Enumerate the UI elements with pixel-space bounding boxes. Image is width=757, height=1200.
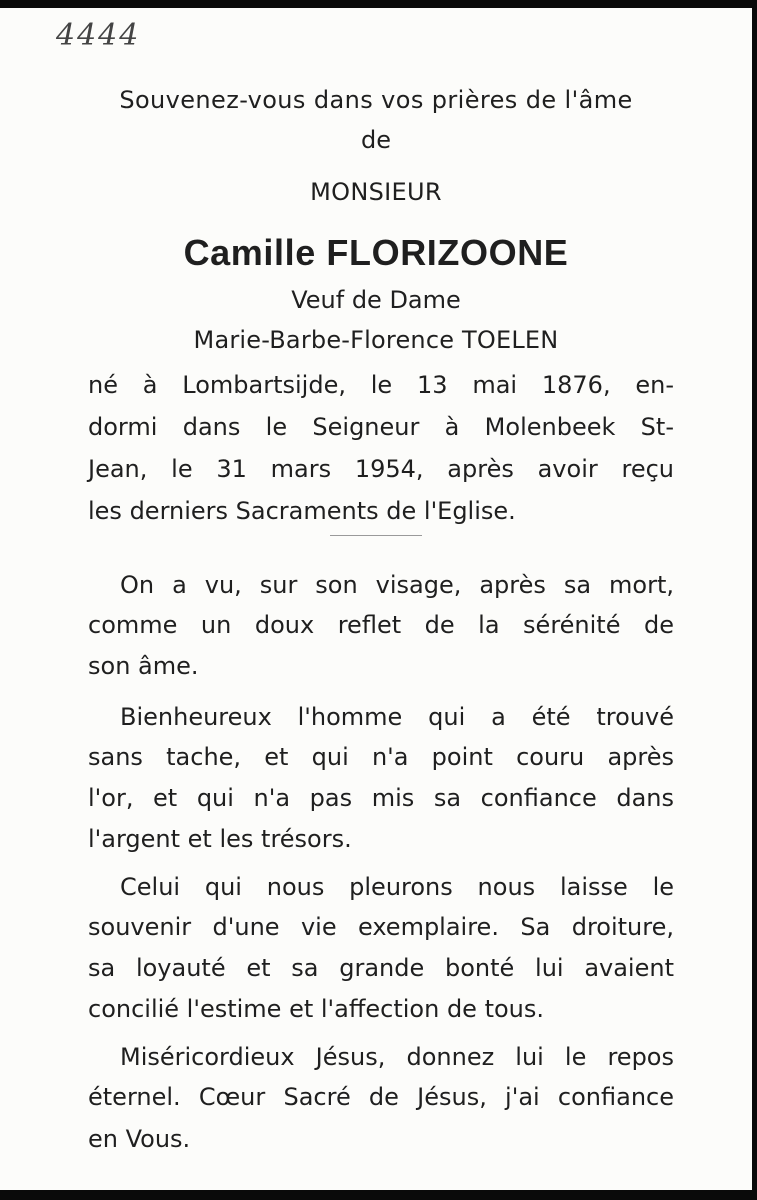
paragraph-line: sa loyauté et sa grande bonté lui avaient [88,954,674,982]
paragraph-line: souvenir d'une vie exemplaire. Sa droiture, [88,913,674,941]
paragraph-line: comme un doux reflet de la sérénité de [88,611,674,639]
paragraph-line: Bienheureux l'homme qui a été trouvé [120,703,674,731]
bio-line: dormi dans le Seigneur à Molenbeek St- [88,413,674,441]
de-line: de [361,126,391,154]
paragraph-line: l'or, et qui n'a pas mis sa confiance dans [88,784,674,812]
paragraph-line: On a vu, sur son visage, après sa mort, [120,571,674,599]
bio-line: les derniers Sacraments de l'Eglise. [88,497,516,525]
paragraph-line: Miséricordieux Jésus, donnez lui le repos [120,1043,674,1071]
spouse-name: Marie-Barbe-Florence TOELEN [193,326,559,354]
paragraph-line: éternel. Cœur Sacré de Jésus, j'ai confiance [88,1083,674,1111]
paragraph-line: en Vous. [88,1125,191,1153]
intro-line: Souvenez-vous dans vos prières de l'âme [119,86,633,114]
paragraph-line: l'argent et les trésors. [88,825,352,853]
bio-line: né à Lombartsijde, le 13 mai 1876, en- [88,371,674,399]
bio-line: Jean, le 31 mars 1954, après avoir reçu [88,455,674,483]
memorial-card [0,8,752,1190]
paragraph-line: concilié l'estime et l'affection de tous. [88,995,545,1023]
paragraph-line: sans tache, et qui n'a point couru après [88,743,674,771]
widower-line: Veuf de Dame [291,286,461,314]
honorific-title: MONSIEUR [310,178,442,206]
paragraph-line: son âme. [88,652,199,680]
reference-number: 4444 [56,18,141,53]
paragraph-line: Celui qui nous pleurons nous laisse le [120,873,674,901]
section-divider [330,535,422,536]
deceased-name: Camille FLORIZOONE [183,232,569,273]
